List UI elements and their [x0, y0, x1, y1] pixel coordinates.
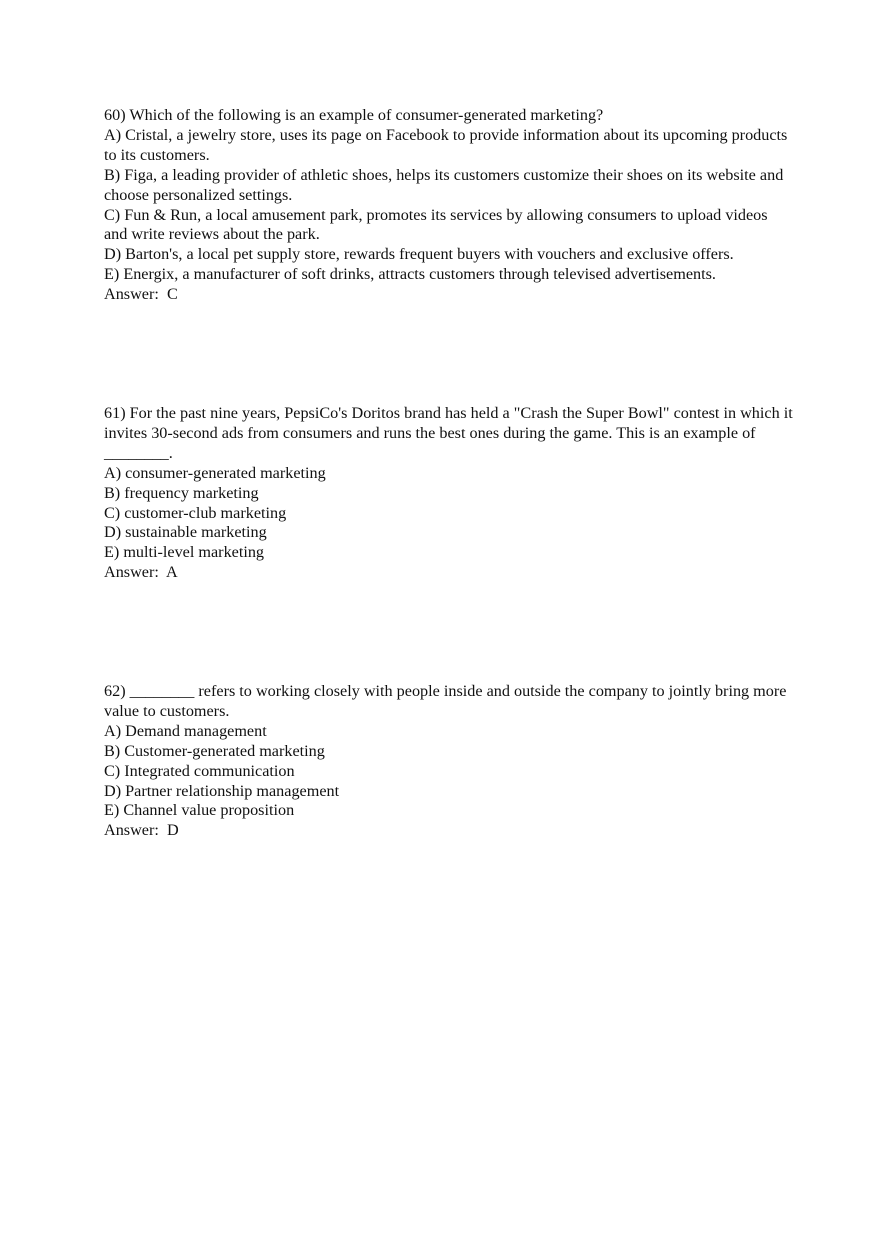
- answer-option-b: B) Figa, a leading provider of athletic shoes, helps its customers customize their shoes on its website and choose personalized settings.: [104, 165, 788, 204]
- question-stem: 60) Which of the following is an example of consumer-generated marketing?: [104, 106, 604, 124]
- answer-option-a: A) consumer-generated marketing: [104, 463, 326, 482]
- answer-option-c: C) Integrated communication: [104, 761, 295, 780]
- question-stem: 62) ________ refers to working closely with people inside and outside the company to jointly bring more value to customers.: [104, 682, 791, 720]
- question-61: [104, 404, 797, 583]
- answer-option-d: D) Barton's, a local pet supply store, rewards frequent buyers with vouchers and exclusive offers.: [104, 245, 734, 264]
- question-62: [104, 682, 794, 841]
- answer-option-a: A) Demand management: [104, 721, 267, 740]
- answer-option-e: E) multi-level marketing: [104, 543, 265, 562]
- question-stem: 61) For the past nine years, PepsiCo's Doritos brand has held a "Crash the Super Bowl" contest in which it invites 30-second ads from consumers and runs the best ones during the game. This is an example of ________.: [104, 404, 797, 462]
- answer-option-c: C) customer-club marketing: [104, 503, 287, 522]
- answer-key: Answer: A: [104, 563, 178, 582]
- answer-option-c: C) Fun & Run, a local amusement park, promotes its services by allowing consumers to upload videos and write reviews about the park.: [104, 205, 772, 244]
- answer-option-b: B) Customer-generated marketing: [104, 741, 325, 760]
- answer-option-e: E) Energix, a manufacturer of soft drinks, attracts customers through televised advertisements.: [104, 265, 716, 284]
- answer-option-e: E) Channel value proposition: [104, 801, 295, 820]
- answer-option-b: B) frequency marketing: [104, 483, 259, 502]
- answer-option-d: D) Partner relationship management: [104, 781, 340, 800]
- answer-key: Answer: C: [104, 285, 178, 304]
- answer-key: Answer: D: [104, 821, 179, 840]
- answer-option-a: A) Cristal, a jewelry store, uses its page on Facebook to provide information about its upcoming products to its customers.: [104, 125, 792, 164]
- question-60: [104, 106, 794, 305]
- answer-option-d: D) sustainable marketing: [104, 523, 267, 542]
